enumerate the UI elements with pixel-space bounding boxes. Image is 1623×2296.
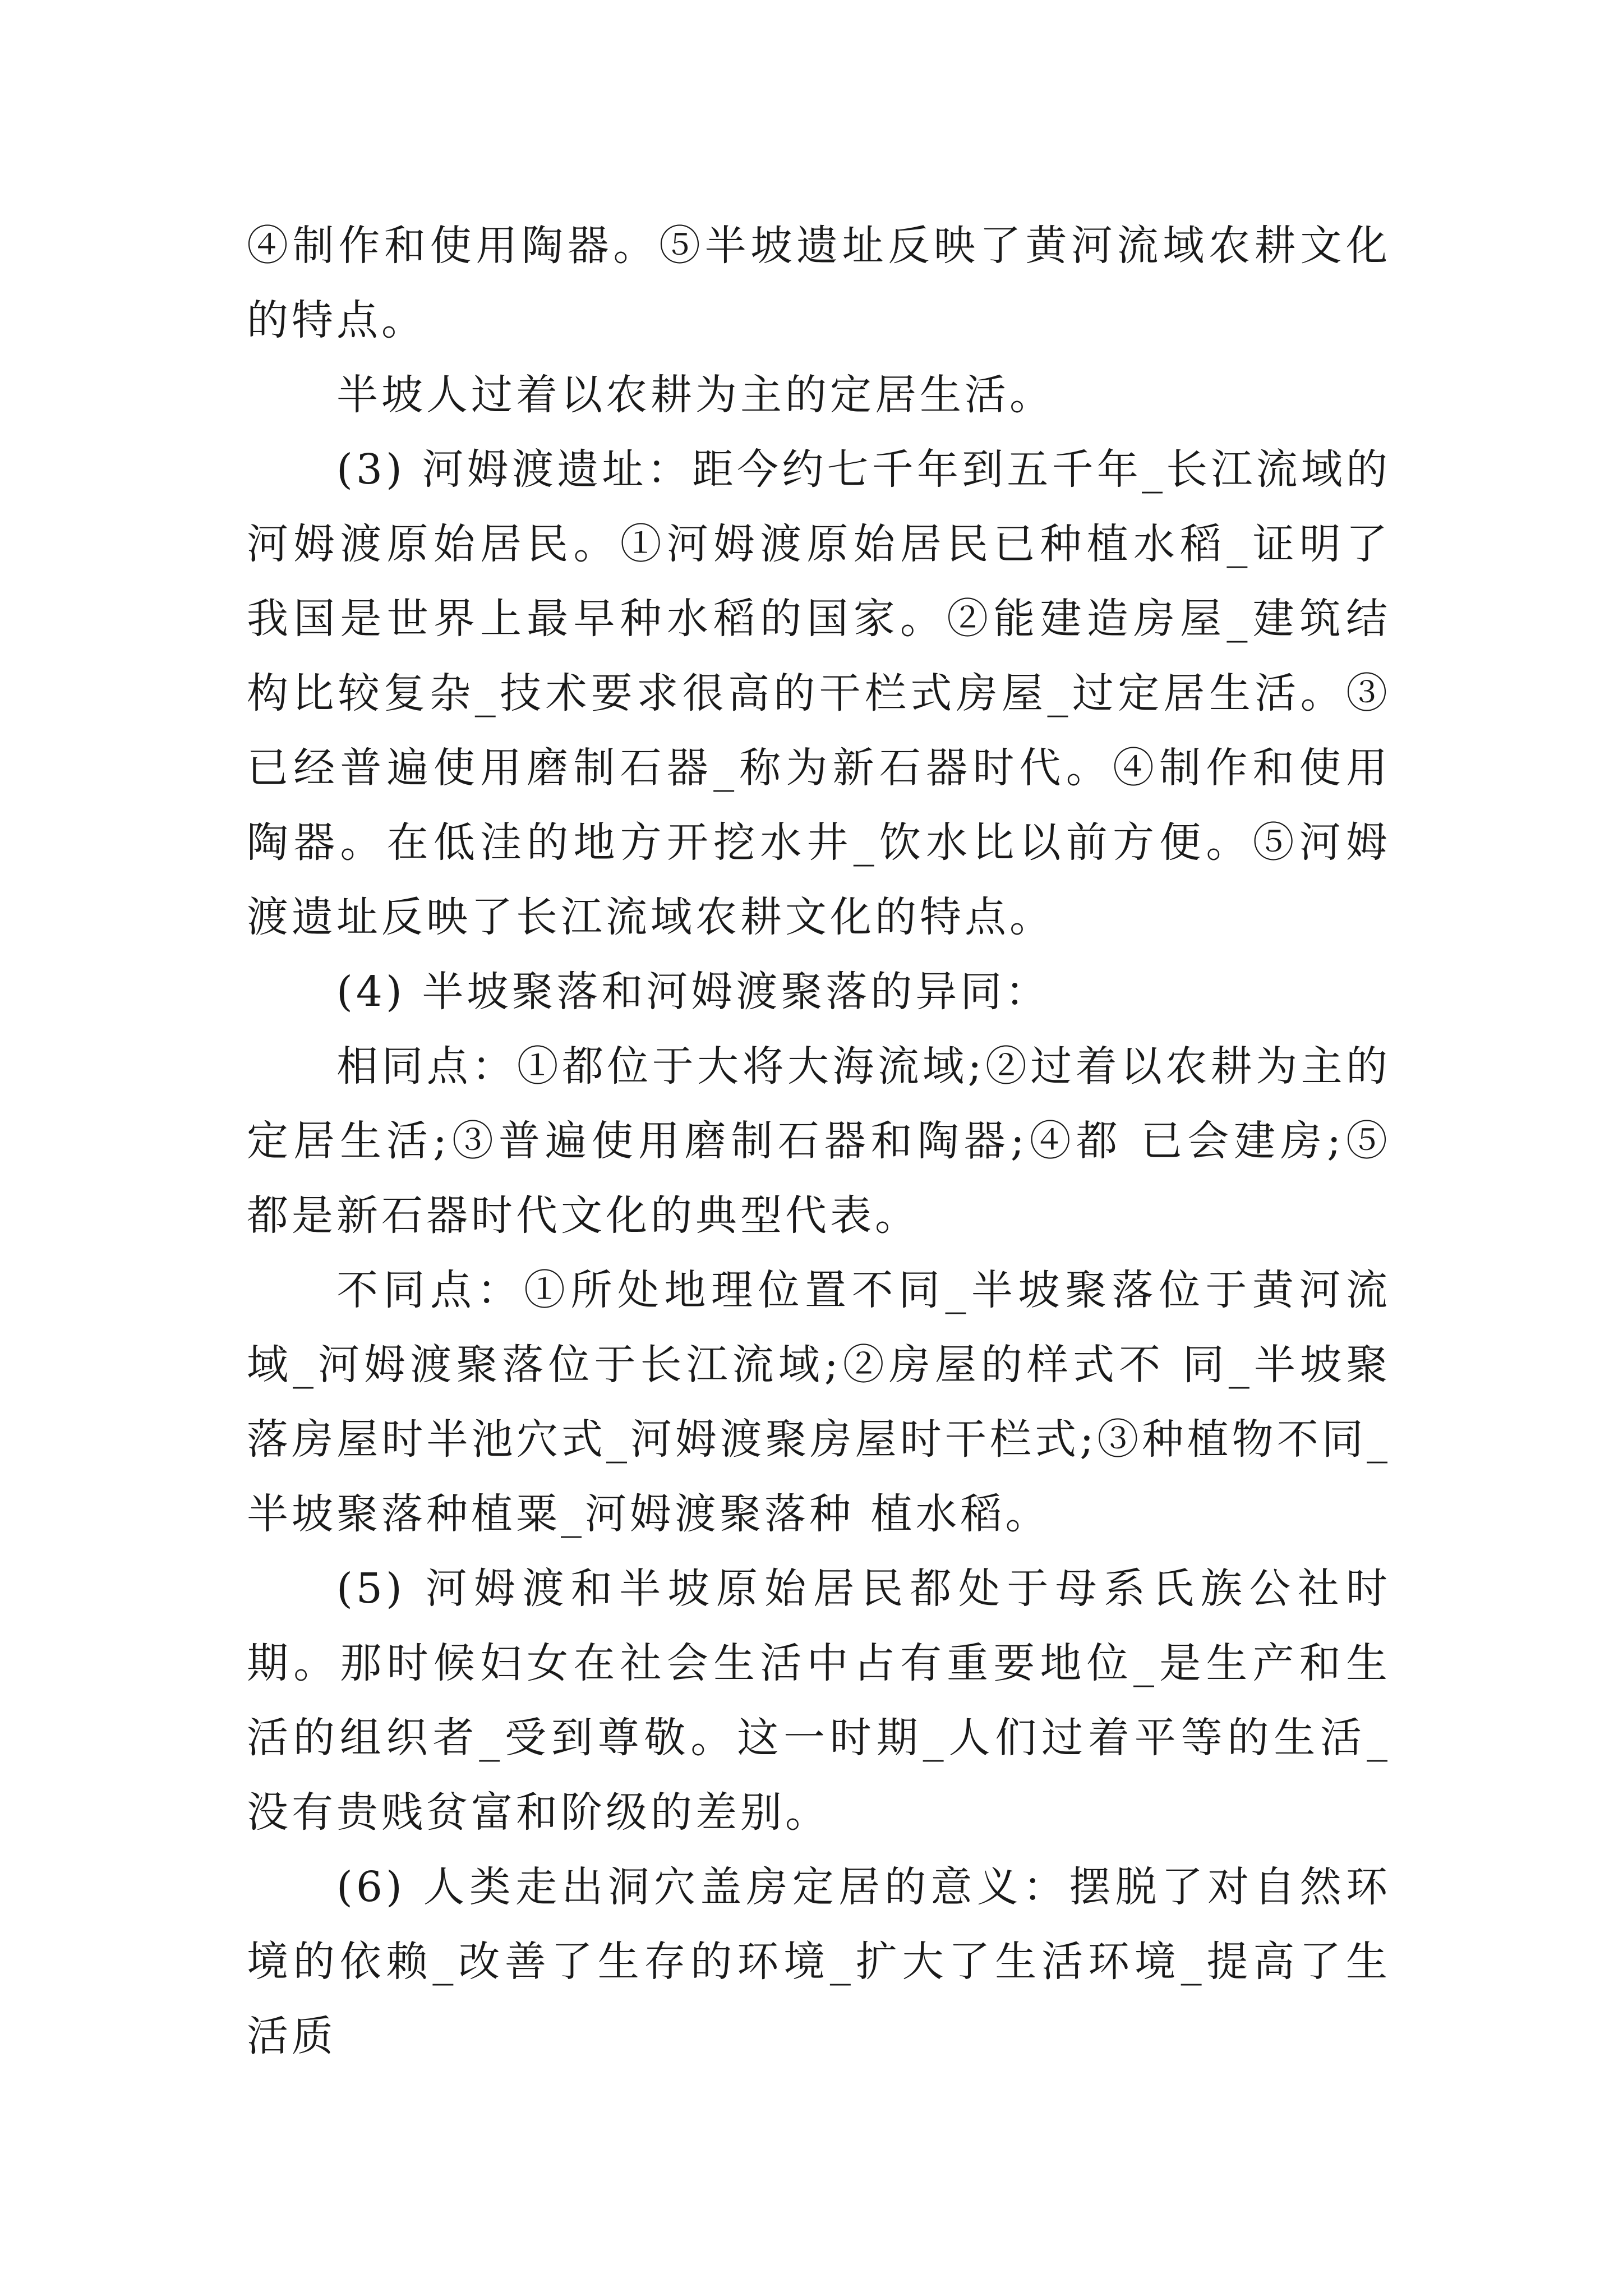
paragraph-7: (5) 河姆渡和半坡原始居民都处于母系氏族公社时期。那时候妇女在社会生活中占有重要地位_是生产和生活的组织者_受到尊敬。这一时期_人们过着平等的生活_没有贵贱贫富和阶级的差别。 [247,1565,1391,1837]
body-text [247,209,1391,2074]
paragraph-6: 不同点：①所处地理位置不同_半坡聚落位于黄河流域_河姆渡聚落位于长江流域;②房屋的样式不 同_半坡聚落房屋时半池穴式_河姆渡聚房屋时干栏式;③种植物不同_半坡聚落种植粟_河姆渡聚落种 植水稻。 [247,1266,1391,1538]
paragraph-3: (3) 河姆渡遗址：距今约七千年到五千年_长江流域的河姆渡原始居民。①河姆渡原始居民已种植水稻_证明了我国是世界上最早种水稻的国家。②能建造房屋_建筑结构比较复杂_技术要求很高的干栏式房屋_过定居生活。③已经普遍使用磨制石器_称为新石器时代。④制作和使用陶器。在低洼的地方开挖水井_饮水比以前方便。⑤河姆渡遗址反映了长江流域农耕文化的特点。 [247,445,1391,941]
paragraph-4: (4) 半坡聚落和河姆渡聚落的异同： [336,968,1050,1016]
paragraph-8: (6) 人类走出洞穴盖房定居的意义：摆脱了对自然环境的依赖_改善了生存的环境_扩大了生活环境_提高了生活质 [247,1863,1391,2060]
paragraph-2: 半坡人过着以农耕为主的定居生活。 [336,371,1054,419]
paragraph-1: ④制作和使用陶器。⑤半坡遗址反映了黄河流域农耕文化的特点。 [247,222,1391,344]
paragraph-5: 相同点：①都位于大将大海流域;②过着以农耕为主的定居生活;③普遍使用磨制石器和陶器;④都 已会建房;⑤都是新石器时代文化的典型代表。 [247,1042,1391,1240]
